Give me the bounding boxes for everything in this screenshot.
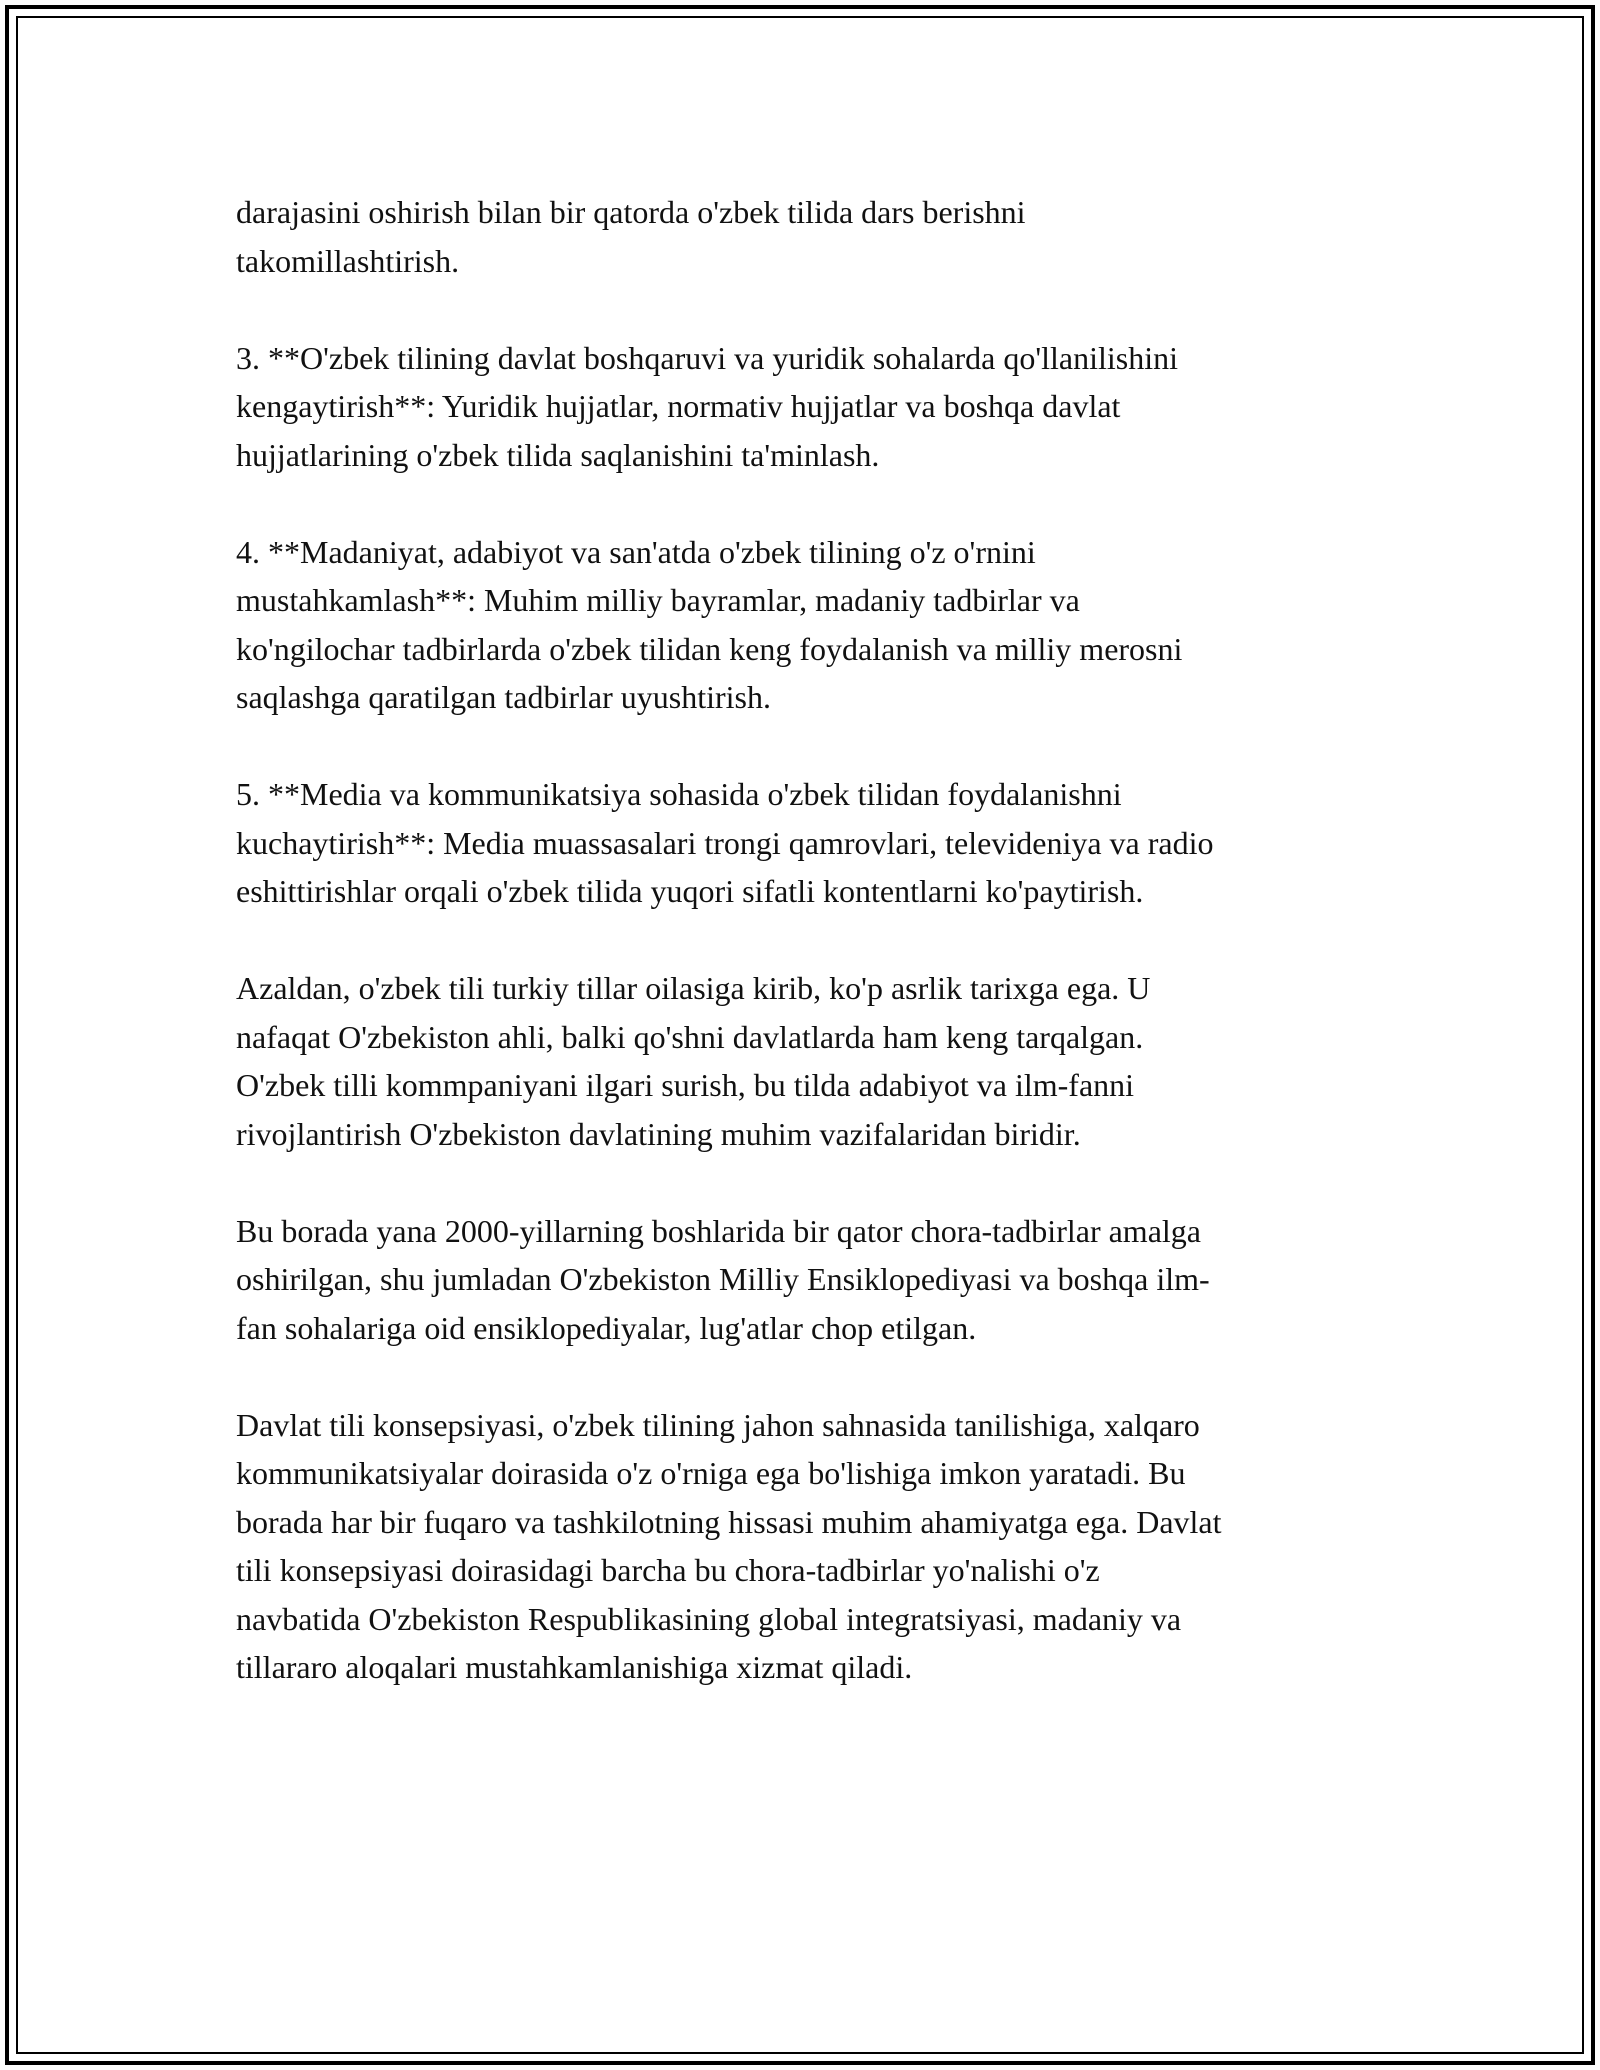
text-line: 3. **O'zbek tilining davlat boshqaruvi va yuridik sohalarda qo'llanilishini [236, 339, 1179, 376]
text-line: fan sohalariga oid ensiklopediyalar, lug'atlar chop etilgan. [236, 1309, 977, 1346]
list-item-3 [236, 334, 1386, 480]
paragraph-conclusion [236, 1401, 1386, 1692]
text-line: kengaytirish**: Yuridik hujjatlar, normativ hujjatlar va boshqa davlat [236, 388, 1121, 424]
text-line: hujjatlarining o'zbek tilida saqlanishini ta'minlash. [236, 436, 880, 473]
text-line: Bu borada yana 2000-yillarning boshlarida bir qator chora-tadbirlar amalga [236, 1212, 1201, 1249]
text-line: mustahkamlash**: Muhim milliy bayramlar, madaniy tadbirlar va [236, 582, 1080, 618]
paragraph-measures [236, 1207, 1386, 1353]
list-item-5 [236, 770, 1386, 916]
text-line: navbatida O'zbekiston Respublikasining global integratsiyasi, madaniy va [236, 1600, 1182, 1637]
text-line: Azaldan, o'zbek tili turkiy tillar oilasiga kirib, ko'p asrlik tarixga ega. U [236, 970, 1151, 1006]
text-line: Davlat tili konsepsiyasi, o'zbek tilining jahon sahnasida tanilishiga, xalqaro [236, 1406, 1200, 1443]
text-line: kuchaytirish**: Media muassasalari trongi qamrovlari, televideniya va radio [236, 824, 1214, 861]
text-line: borada har bir fuqaro va tashkilotning hissasi muhim ahamiyatga ega. Davlat [236, 1503, 1222, 1540]
paragraph-continuation [236, 188, 1386, 285]
text-line: rivojlantirish O'zbekiston davlatining muhim vazifalaridan biridir. [236, 1115, 1081, 1152]
text-line: nafaqat O'zbekiston ahli, balki qo'shni davlatlarda ham keng tarqalgan. [236, 1018, 1144, 1055]
text-line: eshittirishlar orqali o'zbek tilida yuqori sifatli kontentlarni ko'paytirish. [236, 873, 1144, 909]
text-line: ko'ngilochar tadbirlarda o'zbek tilidan keng foydalanish va milliy merosni [236, 630, 1183, 667]
text-line: 5. **Media va kommunikatsiya sohasida o'zbek tilidan foydalanishni [236, 776, 1122, 812]
text-line: oshirilgan, shu jumladan O'zbekiston Milliy Ensiklopediyasi va boshqa ilm- [236, 1261, 1210, 1297]
text-line: kommunikatsiyalar doirasida o'z o'rniga ega bo'lishiga imkon yaratadi. Bu [236, 1455, 1186, 1491]
text-line: tili konsepsiyasi doirasidagi barcha bu chora-tadbirlar yo'nalishi o'z [236, 1552, 1100, 1588]
document-body [236, 188, 1386, 1740]
text-line: tillararo aloqalari mustahkamlanishiga xizmat qiladi. [236, 1649, 913, 1685]
text-line: saqlashga qaratilgan tadbirlar uyushtirish. [236, 679, 771, 715]
text-line: takomillashtirish. [236, 242, 460, 279]
text-line: darajasini oshirish bilan bir qatorda o'zbek tilida dars berishni [236, 194, 1026, 230]
list-item-4 [236, 528, 1386, 722]
text-line: 4. **Madaniyat, adabiyot va san'atda o'zbek tilining o'z o'rnini [236, 533, 1036, 570]
text-line: O'zbek tilli kommpaniyani ilgari surish, bu tilda adabiyot va ilm-fanni [236, 1067, 1135, 1103]
paragraph-history [236, 964, 1386, 1158]
